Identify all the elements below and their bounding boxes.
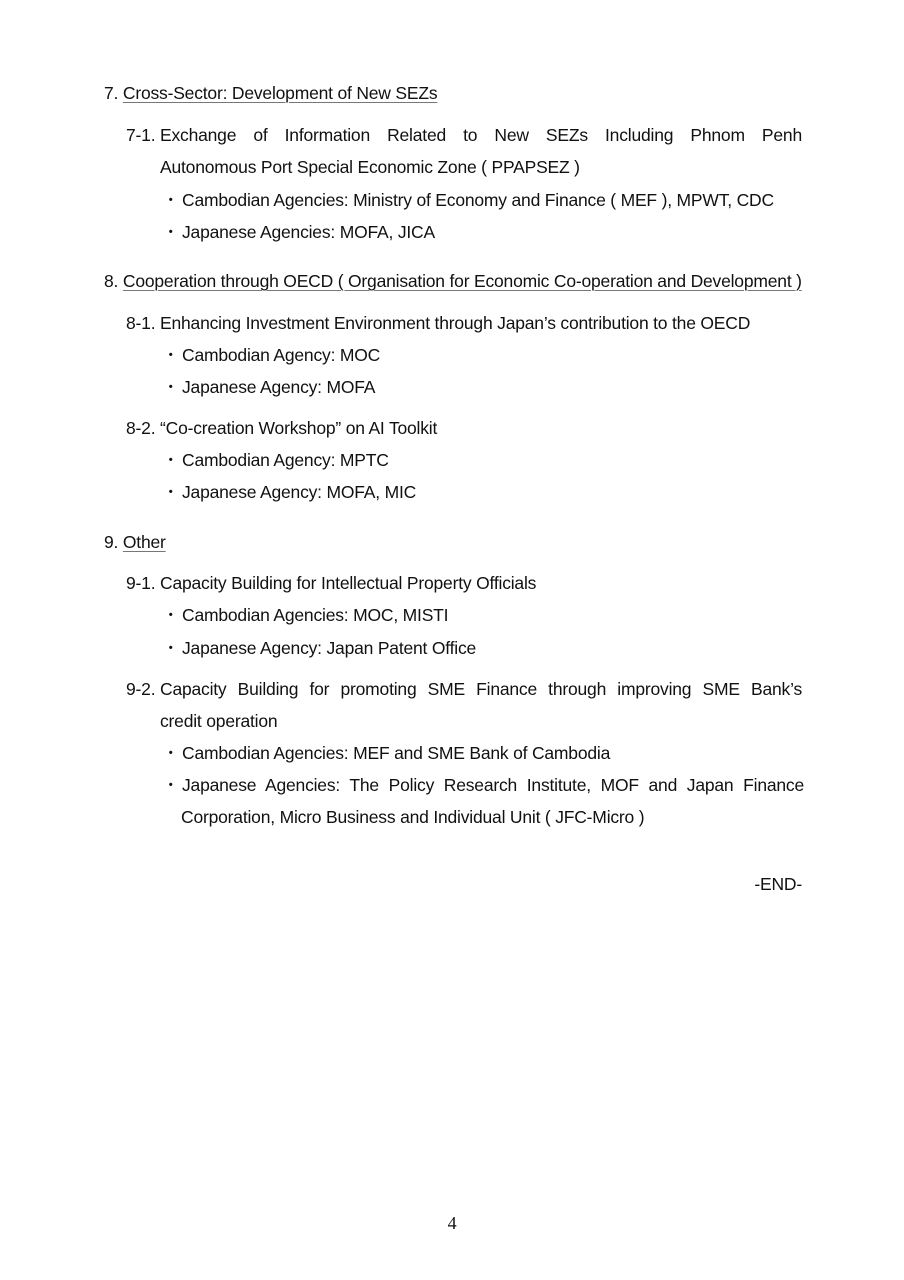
- bullet-text: Japanese Agency: MOFA, MIC: [182, 482, 417, 502]
- bullet-text: Cambodian Agencies: Ministry of Economy and Finance ( MEF ), MPWT, CDC: [182, 190, 774, 210]
- bullet-icon: ・: [162, 345, 180, 365]
- bullet-icon: ・: [162, 450, 180, 470]
- section-7-heading: [104, 83, 437, 103]
- bullet-text: Japanese Agencies: The Policy Research Institute, MOF and Japan Finance: [182, 775, 804, 795]
- bullet-item: [162, 775, 804, 795]
- item-8-2-title: “Co-creation Workshop” on AI Toolkit: [160, 418, 438, 438]
- section-title: Cross-Sector: Development of New SEZs: [122, 83, 438, 103]
- item-9-1-title: Capacity Building for Intellectual Property Officials: [160, 573, 537, 593]
- bullet-text: Cambodian Agencies: MOC, MISTI: [182, 605, 449, 625]
- bullet-text: Japanese Agency: MOFA: [182, 377, 376, 397]
- section-number: 7.: [104, 83, 119, 103]
- bullet-icon: ・: [162, 482, 180, 502]
- bullet-item: [162, 190, 774, 210]
- bullet-icon: ・: [162, 377, 180, 397]
- bullet-text: Japanese Agency: Japan Patent Office: [182, 638, 477, 658]
- bullet-item: [162, 605, 448, 625]
- bullet-item: [162, 743, 610, 763]
- item-8-2-number: 8-2.: [126, 418, 156, 438]
- end-marker: -END-: [754, 874, 802, 894]
- section-9-heading: [104, 532, 166, 552]
- bullet-item: [162, 222, 435, 242]
- bullet-icon: ・: [162, 190, 180, 210]
- bullet-icon: ・: [162, 638, 180, 658]
- section-title: Other: [122, 532, 166, 552]
- bullet-item: [162, 482, 416, 502]
- item-8-1-number: 8-1.: [126, 313, 156, 333]
- section-number: 8.: [104, 271, 119, 291]
- page-number: 4: [447, 1213, 457, 1233]
- item-9-2-title-line1: Capacity Building for promoting SME Finance through improving SME Bank’s: [160, 679, 802, 699]
- item-8-1-title: Enhancing Investment Environment through Japan’s contribution to the OECD: [160, 313, 751, 333]
- section-8-heading: [104, 271, 802, 291]
- bullet-icon: ・: [162, 222, 180, 242]
- item-9-2-title-line2: credit operation: [160, 711, 278, 731]
- item-7-1-number: 7-1.: [126, 125, 156, 145]
- item-7-1-title-line1: Exchange of Information Related to New SEZs Including Phnom Penh: [160, 125, 802, 145]
- bullet-item: [162, 377, 375, 397]
- bullet-icon: ・: [162, 775, 180, 795]
- bullet-item: [162, 345, 380, 365]
- bullet-icon: ・: [162, 743, 180, 763]
- item-9-2-number: 9-2.: [126, 679, 156, 699]
- item-7-1-title-line2: Autonomous Port Special Economic Zone ( PPAPSEZ ): [160, 157, 580, 177]
- bullet-text: Cambodian Agencies: MEF and SME Bank of Cambodia: [182, 743, 611, 763]
- bullet-item: [162, 638, 476, 658]
- bullet-item: [162, 450, 389, 470]
- section-title: Cooperation through OECD ( Organisation for Economic Co-operation and Development ): [122, 271, 802, 291]
- item-9-1-number: 9-1.: [126, 573, 156, 593]
- bullet-text: Japanese Agencies: MOFA, JICA: [182, 222, 435, 242]
- bullet-icon: ・: [162, 605, 180, 625]
- bullet-continuation: Corporation, Micro Business and Individual Unit ( JFC-Micro ): [181, 807, 645, 827]
- bullet-text: Cambodian Agency: MPTC: [182, 450, 389, 470]
- section-number: 9.: [104, 532, 119, 552]
- bullet-text: Cambodian Agency: MOC: [182, 345, 381, 365]
